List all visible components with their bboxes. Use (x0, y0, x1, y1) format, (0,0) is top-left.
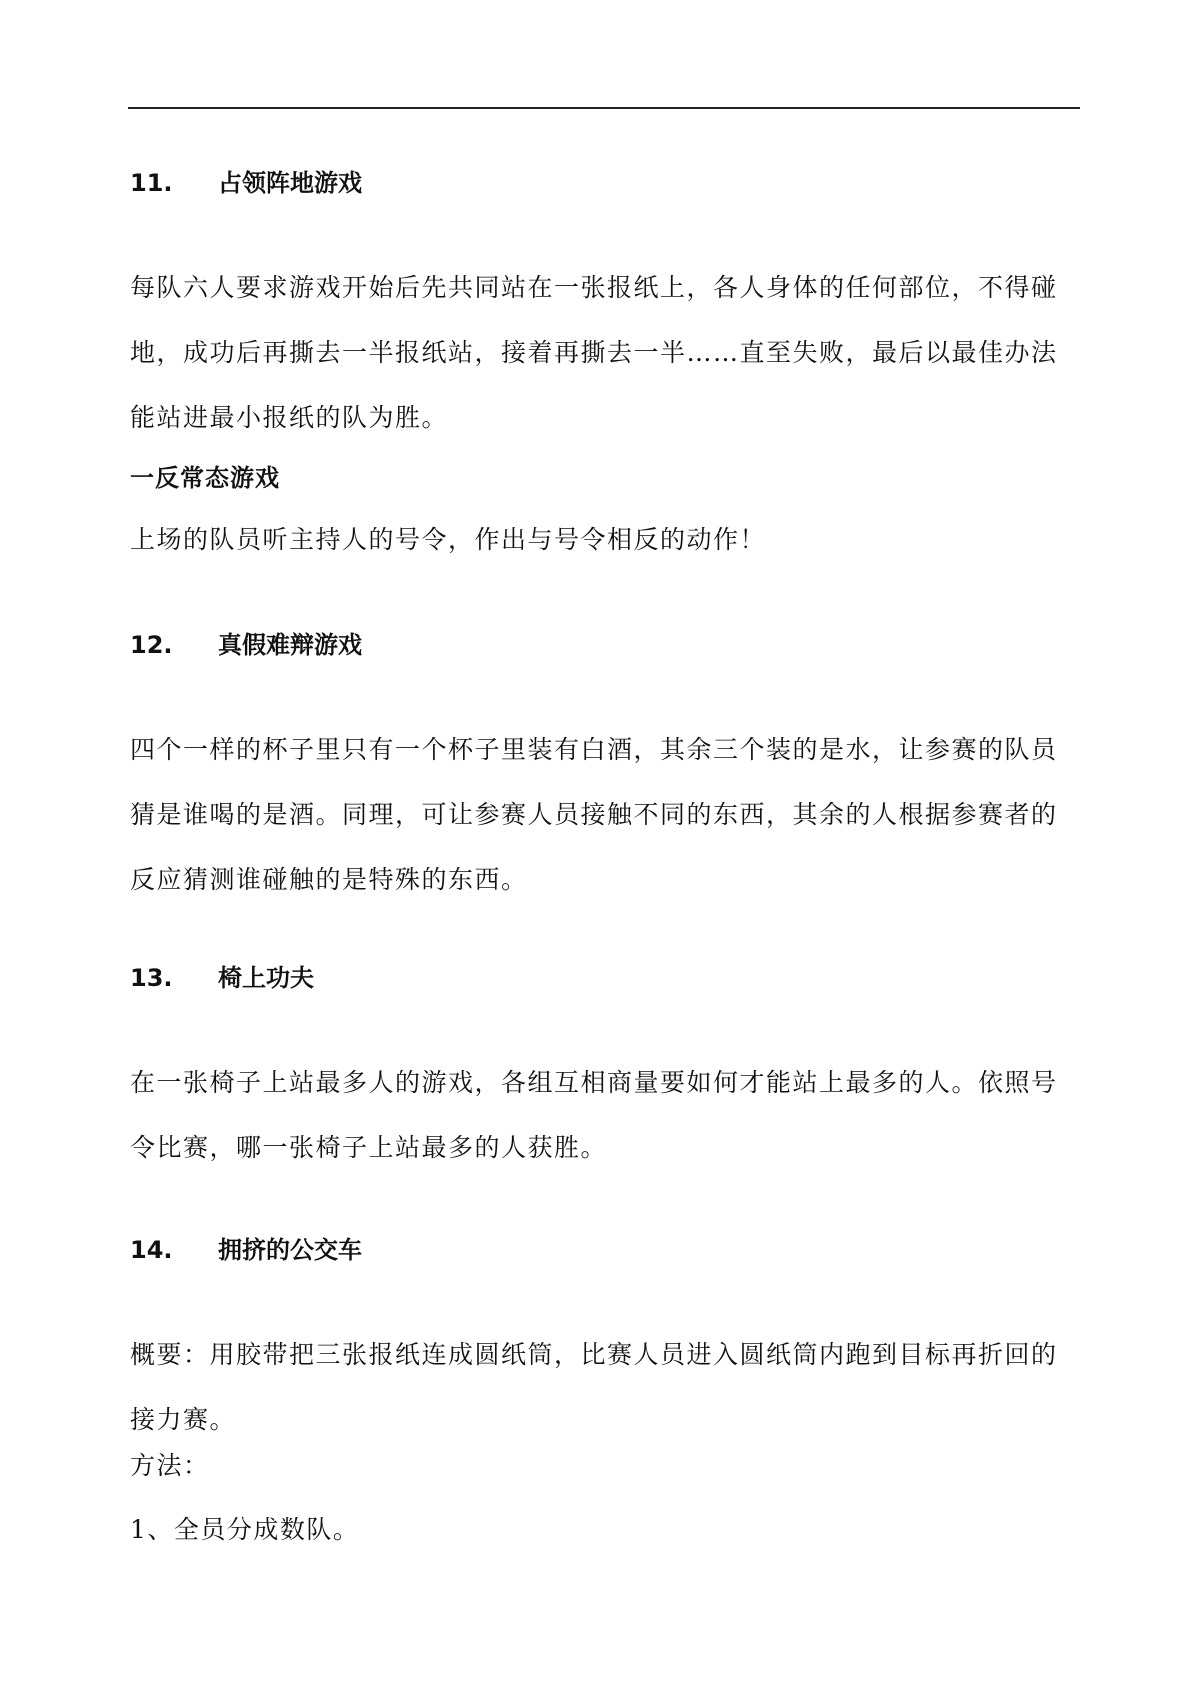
section-number: 12. (130, 631, 173, 659)
section-heading-14 (130, 1230, 362, 1270)
subsection-line: 上场的队员听主持人的号令，作出与号令相反的动作！ (130, 525, 767, 554)
section-number: 11. (130, 169, 173, 197)
section-paragraph-14: 概要：用胶带把三张报纸连成圆纸筒，比赛人员进入圆纸筒内跑到目标再折回的接力赛。 (130, 1340, 1058, 1434)
header-rule (128, 107, 1080, 109)
section-paragraph-12: 四个一样的杯子里只有一个杯子里装有白酒，其余三个装的是水，让参赛的队员猜是谁喝的是酒。同理，可让参赛人员接触不同的东西，其余的人根据参赛者的反应猜测谁碰触的是特殊的东西。 (130, 735, 1058, 894)
method-label: 方法： (130, 1451, 210, 1480)
section-title: 拥挤的公交车 (218, 1236, 362, 1264)
section-paragraph-11: 每队六人要求游戏开始后先共同站在一张报纸上，各人身体的任何部位，不得碰地，成功后再撕去一半报纸站，接着再撕去一半……直至失败，最后以最佳办法能站进最小报纸的队为胜。 (130, 273, 1058, 432)
section-paragraph-13: 在一张椅子上站最多人的游戏，各组互相商量要如何才能站上最多的人。依照号令比赛，哪一张椅子上站最多的人获胜。 (130, 1068, 1058, 1162)
section-title: 占领阵地游戏 (218, 169, 362, 197)
subsection-title: 一反常态游戏 (130, 464, 280, 492)
section-heading-12 (130, 625, 362, 665)
section-heading-11 (130, 163, 362, 203)
section-number: 14. (130, 1236, 173, 1264)
section-title: 真假难辩游戏 (218, 631, 362, 659)
section-heading-13 (130, 958, 314, 998)
method-step: 1、全员分成数队。 (130, 1515, 360, 1544)
section-number: 13. (130, 964, 173, 992)
section-title: 椅上功夫 (218, 964, 314, 992)
